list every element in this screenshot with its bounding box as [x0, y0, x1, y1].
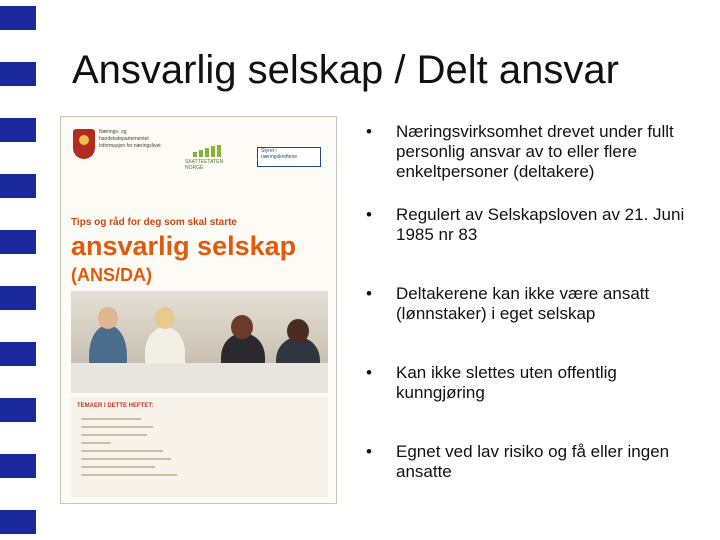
stripe-block: [0, 510, 36, 534]
topic-line: [81, 418, 141, 420]
topics-heading: TEMAER I DETTE HEFTET:: [77, 403, 154, 409]
bullet-item: [366, 205, 696, 245]
stripe-block: [0, 62, 36, 86]
person-head: [287, 319, 309, 343]
bullet-text: Regulert av Selskapsloven av 21. Juni 1985 nr 83: [396, 205, 685, 244]
stripe-block: [0, 286, 36, 310]
slide-title: Ansvarlig selskap / Delt ansvar: [72, 48, 619, 92]
bullet-text: Næringsvirksomhet drevet under fullt personlig ansvar av to eller flere enkeltpersoner (deltakere): [396, 122, 674, 181]
bullet-dot: •: [366, 122, 372, 141]
slide-edge-stripe: [0, 0, 36, 540]
brochure-tips-line: Tips og råd for deg som skal starte: [71, 217, 237, 228]
topic-line: [81, 450, 163, 452]
register-logo: Styret i næringskreftene: [257, 147, 321, 167]
bullet-item: [366, 284, 696, 324]
bullet-dot: •: [366, 205, 372, 224]
meeting-photo: [71, 291, 328, 393]
bullet-item: [366, 363, 696, 403]
stripe-block: [0, 454, 36, 478]
topic-line: [81, 466, 155, 468]
topic-line: [81, 442, 111, 444]
brochure-image: [60, 116, 337, 504]
stripe-block: [0, 118, 36, 142]
bullet-item: [366, 122, 696, 182]
brochure-headline: ansvarlig selskap: [71, 231, 297, 261]
brochure-topics-box: [71, 397, 328, 497]
stripe-block: [0, 230, 36, 254]
topic-line: [81, 434, 147, 436]
ministry-logo-text: Nærings- og handelsdepartementet Informasjon for næringslivet: [99, 129, 161, 149]
bullet-text: Kan ikke slettes uten offentlig kunngjøring: [396, 363, 617, 402]
bars-icon: [193, 145, 233, 157]
coat-of-arms-icon: [73, 129, 95, 159]
person-head: [155, 307, 175, 329]
meeting-table: [71, 363, 328, 393]
bullet-dot: •: [366, 284, 372, 303]
topic-line: [81, 474, 177, 476]
bullet-dot: •: [366, 442, 372, 461]
stripe-block: [0, 6, 36, 30]
brochure-subheadline: (ANS/DA): [71, 265, 152, 285]
bullet-dot: •: [366, 363, 372, 382]
bullet-text: Egnet ved lav risiko og få eller ingen ansatte: [396, 442, 670, 481]
topic-line: [81, 426, 153, 428]
stripe-block: [0, 174, 36, 198]
bullet-text: Deltakerene kan ikke være ansatt (lønnstaker) i eget selskap: [396, 284, 650, 323]
bullet-item: [366, 442, 696, 482]
topic-line: [81, 458, 171, 460]
tax-agency-logo: SKATTEETATEN NORGE: [185, 145, 240, 171]
stripe-block: [0, 398, 36, 422]
person-head: [98, 307, 118, 329]
person-head: [231, 315, 253, 339]
stripe-block: [0, 342, 36, 366]
